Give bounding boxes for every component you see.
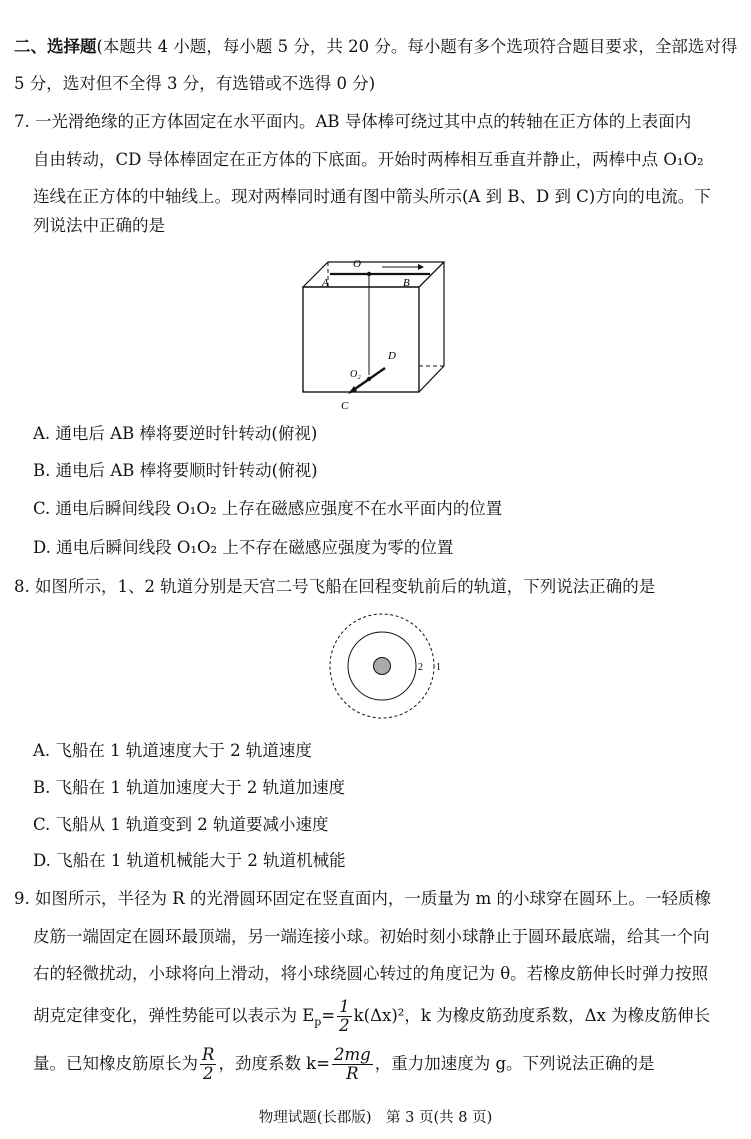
q9-line-1: 9. 如图所示，半径为 R 的光滑圆环固定在竖直面内，一质量为 m 的小球穿在圆环上。一轻质橡	[14, 889, 712, 908]
label-orbit-1: 1	[436, 662, 441, 673]
q9-line-5: 量。已知橡皮筋原长为 $\frac{R}{2}$ ，劲度系数 k= $\frac{2mg}{R}$ ，重力加速度为 g。下列说法正确的是	[33, 1045, 655, 1083]
q8-option-d: D. 飞船在 1 轨道机械能大于 2 轨道机械能	[33, 851, 346, 870]
section-instructions-2: 5 分，选对但不全得 3 分，有选错或不选得 0 分)	[14, 74, 376, 93]
section-title: 二、选择题	[14, 37, 97, 56]
label-b: B	[403, 277, 410, 289]
q7-option-b: B. 通电后 AB 棒将要顺时针转动(俯视)	[33, 461, 318, 480]
label-d: D	[388, 350, 396, 362]
fraction-r-over-2: $\frac{R}{2}$	[202, 1045, 215, 1083]
q9-line-3: 右的轻微扰动，小球将向上滑动，将小球绕圆心转过的角度记为 θ。若橡皮筋伸长时弹力按照	[33, 964, 709, 983]
page-footer: 物理试题(长郡版) 第 3 页(共 8 页)	[258, 1110, 493, 1126]
q9-line-2: 皮筋一端固定在圆环最顶端，另一端连接小球。初始时刻小球静止于圆环最底端，给其一个向	[33, 927, 710, 946]
q7-line-2: 自由转动，CD 导体棒固定在正方体的下底面。开始时两棒相互垂直并静止，两棒中点 O₁O₂	[33, 150, 704, 169]
cube-figure	[290, 250, 460, 420]
q7-option-c: C. 通电后瞬间线段 O₁O₂ 上存在磁感应强度不在水平面内的位置	[33, 499, 503, 518]
section-header	[14, 36, 737, 58]
q7-line-4: 列说法中正确的是	[33, 216, 165, 235]
fraction-half: $\frac{1}{2}$	[339, 997, 350, 1035]
q7-option-a: A. 通电后 AB 棒将要逆时针转动(俯视)	[33, 424, 318, 443]
label-o2: O₂	[350, 369, 361, 380]
q8-line-1: 8. 如图所示，1、2 轨道分别是天宫二号飞船在回程变轨前后的轨道，下列说法正确的是	[14, 577, 656, 596]
label-c: C	[341, 400, 349, 412]
q9-line-4: 胡克定律变化，弹性势能可以表示为 $E_p=$ $\frac{1}{2}$ k(Δx)²，k 为橡皮筋劲度系数，Δx 为橡皮筋伸长	[33, 997, 711, 1035]
q7-line-1: 7. 一光滑绝缘的正方体固定在水平面内。AB 导体棒可绕过其中点的转轴在正方体的上表面内	[14, 112, 692, 131]
q8-option-b: B. 飞船在 1 轨道加速度大于 2 轨道加速度	[33, 778, 346, 797]
q7-option-d: D. 通电后瞬间线段 O₁O₂ 上不存在磁感应强度为零的位置	[33, 538, 454, 557]
fraction-2mg-over-r: $\frac{2mg}{R}$	[334, 1045, 371, 1083]
q7-line-3: 连线在正方体的中轴线上。现对两棒同时通有图中箭头所示(A 到 B、D 到 C)方向的电流。下	[33, 187, 711, 206]
label-orbit-2: 2	[418, 662, 423, 673]
q8-option-a: A. 飞船在 1 轨道速度大于 2 轨道速度	[33, 741, 312, 760]
orbit-figure	[320, 612, 450, 722]
label-o1: O	[353, 258, 361, 270]
section-instructions-1: (本题共 4 小题，每小题 5 分，共 20 分。每小题有多个选项符合题目要求，全部选对得	[96, 37, 738, 56]
label-a: A	[322, 277, 329, 289]
q8-option-c: C. 飞船从 1 轨道变到 2 轨道要减小速度	[33, 815, 329, 834]
